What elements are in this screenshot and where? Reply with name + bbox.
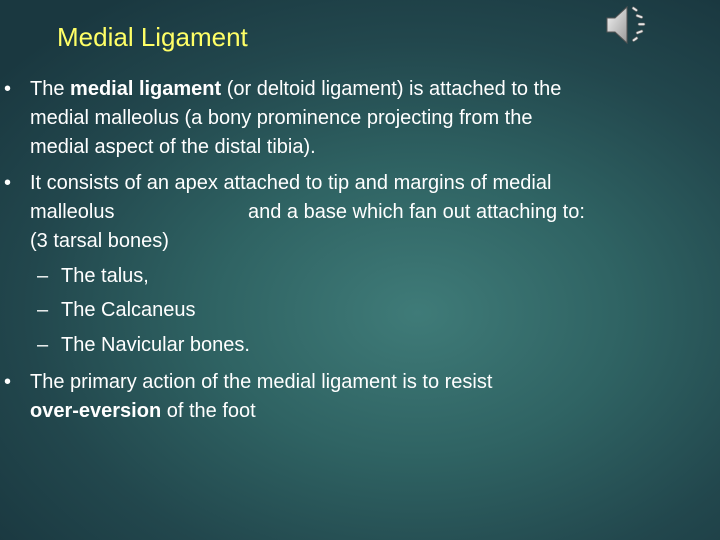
bullet-1-line-2: medial malleolus (a bony prominence projecting from the [30,107,533,129]
subitem-calcaneus: The Calcaneus [61,299,196,321]
text-run: (or deltoid ligament) is attached to the [221,78,562,100]
subitem-navicular: The Navicular bones. [61,334,250,356]
bullet-marker: • [4,78,12,100]
bullet-1-line-1 [30,77,561,101]
bullet-3-line-1: The primary action of the medial ligament is to resist [30,371,493,393]
bold-term: medial ligament [70,78,222,100]
bullet-marker: • [4,172,12,194]
text-run: of the foot [161,400,256,422]
bullet-2-line-2a: malleolus [30,201,115,223]
bullet-2-line-1: It consists of an apex attached to tip and margins of medial [30,172,552,194]
subitem-marker: – [37,265,49,287]
bullet-1-line-3: medial aspect of the distal tibia). [30,136,316,158]
bullet-2-line-3: (3 tarsal bones) [30,230,169,252]
bullet-2-line-2b: and a base which fan out attaching to: [248,201,585,223]
slide-title: Medial Ligament [57,22,248,52]
bold-term: over-eversion [30,400,162,422]
bullet-marker: • [4,371,12,393]
text-run: The [30,78,71,100]
subitem-marker: – [37,299,49,321]
bullet-3-line-2 [30,399,256,423]
subitem-talus: The talus, [61,265,149,287]
subitem-marker: – [37,334,49,356]
